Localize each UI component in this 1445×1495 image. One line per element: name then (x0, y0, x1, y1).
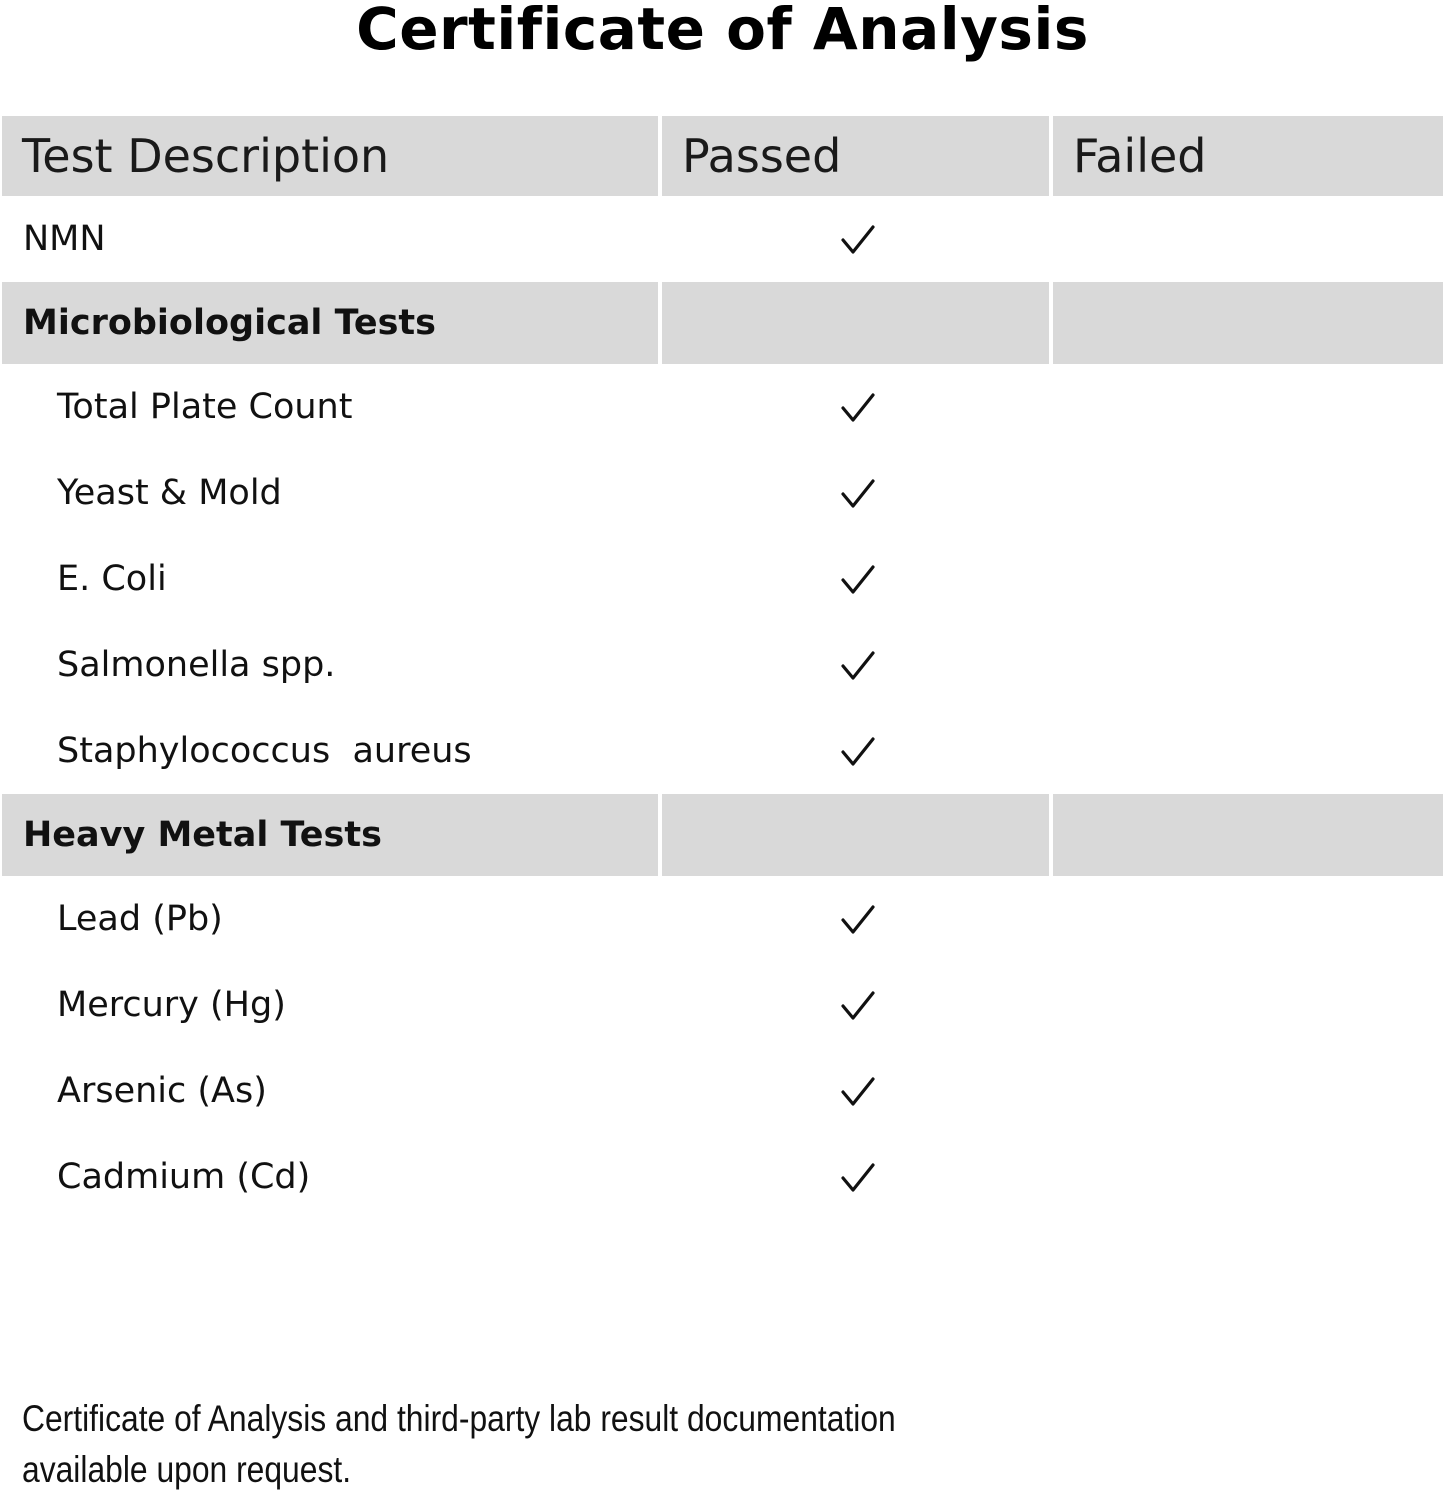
failed-cell (1053, 1134, 1443, 1220)
test-label: Mercury (Hg) (57, 985, 286, 1025)
passed-cell (662, 708, 1053, 794)
test-label: Salmonella spp. (57, 645, 336, 685)
table-header-row (2, 116, 1443, 196)
table-row (2, 196, 1443, 282)
checkmark-icon (841, 224, 875, 256)
failed-cell (1053, 364, 1443, 450)
checkmark-icon (841, 478, 875, 510)
checkmark-icon (841, 736, 875, 768)
section-passed-cell (662, 282, 1053, 364)
test-label: Yeast & Mold (57, 473, 282, 513)
column-header-failed: Failed (1053, 116, 1443, 196)
table-row (2, 962, 1443, 1048)
checkmark-icon (841, 990, 875, 1022)
passed-cell (662, 876, 1053, 962)
section-title: Microbiological Tests (2, 282, 662, 364)
section-failed-cell (1053, 282, 1443, 364)
checkmark-icon (841, 1162, 875, 1194)
column-header-test-description: Test Description (2, 116, 662, 196)
checkmark-icon (841, 904, 875, 936)
section-header-row (2, 282, 1443, 364)
failed-cell (1053, 1048, 1443, 1134)
footnote-line: available upon request. (22, 1449, 352, 1490)
failed-cell (1053, 622, 1443, 708)
table-row (2, 622, 1443, 708)
test-label: Total Plate Count (57, 387, 353, 427)
table-row (2, 450, 1443, 536)
section-passed-cell (662, 794, 1053, 876)
failed-cell (1053, 536, 1443, 622)
failed-cell (1053, 450, 1443, 536)
test-label: E. Coli (57, 559, 167, 599)
test-label: Lead (Pb) (57, 899, 223, 939)
analysis-table (2, 116, 1443, 1220)
failed-cell (1053, 962, 1443, 1048)
footnote (22, 1393, 968, 1495)
table-row (2, 876, 1443, 962)
checkmark-icon (841, 650, 875, 682)
table-row (2, 1048, 1443, 1134)
table-row (2, 364, 1443, 450)
checkmark-icon (841, 392, 875, 424)
checkmark-icon (841, 564, 875, 596)
column-header-passed: Passed (662, 116, 1053, 196)
table-row (2, 1134, 1443, 1220)
test-label: Arsenic (As) (57, 1071, 267, 1111)
passed-cell (662, 364, 1053, 450)
failed-cell (1053, 196, 1443, 282)
table-row (2, 708, 1443, 794)
table-row (2, 536, 1443, 622)
passed-cell (662, 450, 1053, 536)
test-label: Staphylococcus aureus (57, 731, 472, 771)
section-title: Heavy Metal Tests (2, 794, 662, 876)
test-label: NMN (23, 219, 106, 259)
section-header-row (2, 794, 1443, 876)
passed-cell (662, 962, 1053, 1048)
footnote-line: Certificate of Analysis and third-party lab result documentation (22, 1398, 896, 1439)
checkmark-icon (841, 1076, 875, 1108)
test-label: Cadmium (Cd) (57, 1157, 311, 1197)
passed-cell (662, 1134, 1053, 1220)
passed-cell (662, 536, 1053, 622)
table-body (2, 196, 1443, 1220)
failed-cell (1053, 708, 1443, 794)
passed-cell (662, 622, 1053, 708)
passed-cell (662, 196, 1053, 282)
page-title: Certificate of Analysis (356, 0, 1089, 63)
section-failed-cell (1053, 794, 1443, 876)
failed-cell (1053, 876, 1443, 962)
passed-cell (662, 1048, 1053, 1134)
